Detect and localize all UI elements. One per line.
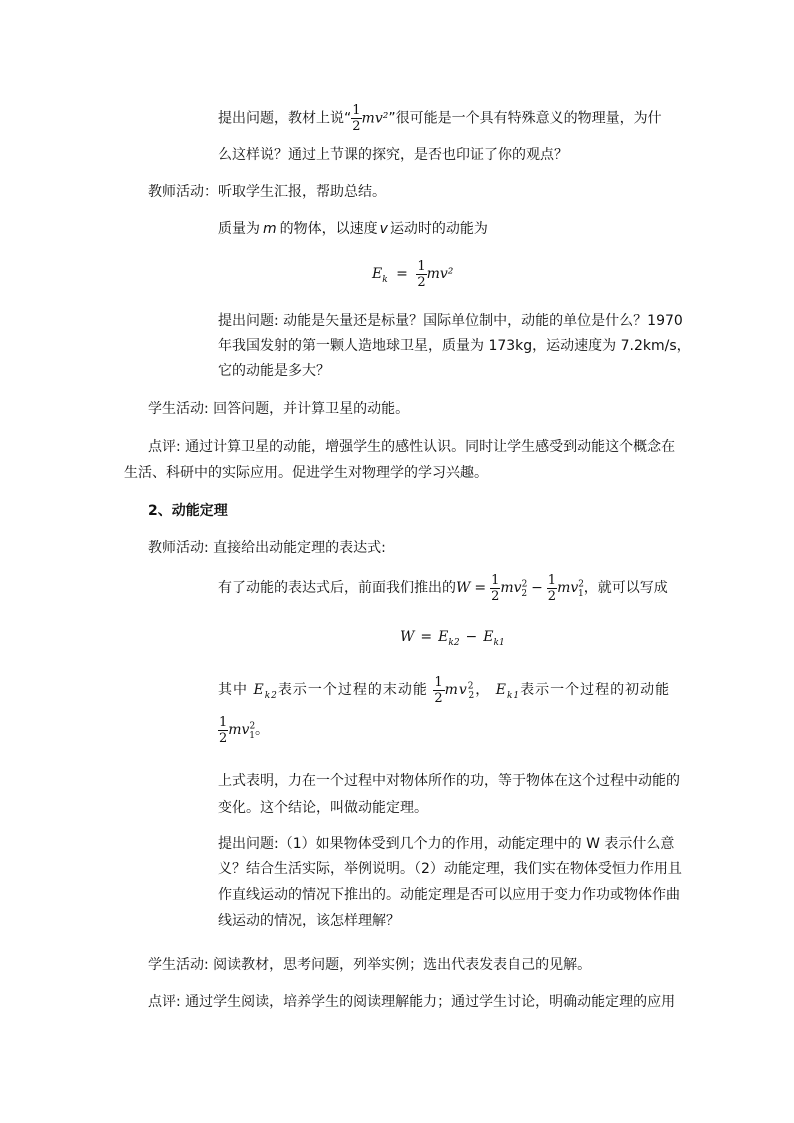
- work-expression-line: 有了动能的表达式后，前面我们推出的W = $\frac{1}{2}$ $mv^2_2$ − $\frac{1}{2}$ $mv^2_1$，就可以写成: [218, 572, 668, 604]
- question-intro-line1: [218, 103, 662, 134]
- teacher-activity-label: 教师活动：: [148, 184, 218, 200]
- question2-line1: 提出问题:（1）如果物体受到几个力的作用，动能定理中的 W 表示什么意: [218, 836, 675, 852]
- work-energy-theorem-formula: $W = E_{k2} - E_{k1}$: [400, 629, 505, 648]
- kinetic-energy-formula: $E_k$ = $\frac{1}{2}$ mv²: [372, 258, 454, 290]
- question-intro-text-a: 提出问题，教材上说“: [218, 110, 352, 127]
- question2-line2: 义？结合生活实际，举例说明。（2）动能定理，我们实在物体受恒力作用且: [218, 861, 682, 877]
- question2-line3: 作直线运动的情况下推出的。动能定理是否可以应用于变力作功或物体作曲: [218, 887, 680, 903]
- teacher-activity-text: 听取学生汇报，帮助总结。: [218, 184, 386, 200]
- section-title: 2、动能定理: [148, 503, 228, 519]
- question1-line2: 年我国发射的第一颗人造地球卫星，质量为 173kg，运动速度为 7.2km/s，: [218, 338, 691, 354]
- question-intro-text-b: ”很可能是一个具有特殊意义的物理量，为什: [388, 110, 662, 127]
- teacher-activity-1: [148, 182, 386, 202]
- where-line-2: $\frac{1}{2}$ $mv^2_1$。: [219, 714, 269, 746]
- kinetic-energy-definition: 质量为 m 的物体，以速度 v 运动时的动能为: [218, 221, 488, 237]
- question1-line3: 它的动能是多大？: [218, 363, 330, 379]
- question1-line1: 提出问题: 动能是矢量还是标量？国际单位制中，动能的单位是什么？1970: [218, 313, 683, 329]
- student-activity-1: 学生活动: 回答问题，并计算卫星的动能。: [148, 401, 410, 417]
- conclusion-line2: 变化。这个结论，叫做动能定理。: [218, 800, 428, 816]
- student-activity-2: 学生活动: 阅读教材，思考问题，列举实例；选出代表发表自己的见解。: [148, 957, 592, 973]
- comment2-line1: 点评: 通过学生阅读，培养学生的阅读理解能力；通过学生讨论，明确动能定理的应用: [148, 994, 676, 1010]
- comment1-line2: 生活、科研中的实际应用。促进学生对物理学的学习兴趣。: [124, 465, 488, 481]
- mv-squared: mv²: [361, 110, 389, 127]
- where-line: 其中 $E_{k2}$表示一个过程的末动能 $\frac{1}{2}$ $mv^2_2$， $E_{k1}$表示一个过程的初动能: [218, 674, 671, 706]
- question-intro-line2: 么这样说？通过上节课的探究，是否也印证了你的观点？: [218, 147, 568, 163]
- half-fraction: $\frac{1}{2}$: [352, 103, 361, 134]
- conclusion-line1: 上式表明，力在一个过程中对物体所作的功，等于物体在这个过程中动能的: [218, 773, 680, 789]
- teacher-activity-2: 教师活动: 直接给出动能定理的表达式:: [148, 540, 386, 556]
- comment1-line1: 点评: 通过计算卫星的动能，增强学生的感性认识。同时让学生感受到动能这个概念在: [148, 439, 676, 455]
- question2-line4: 线运动的情况，该怎样理解？: [218, 913, 400, 929]
